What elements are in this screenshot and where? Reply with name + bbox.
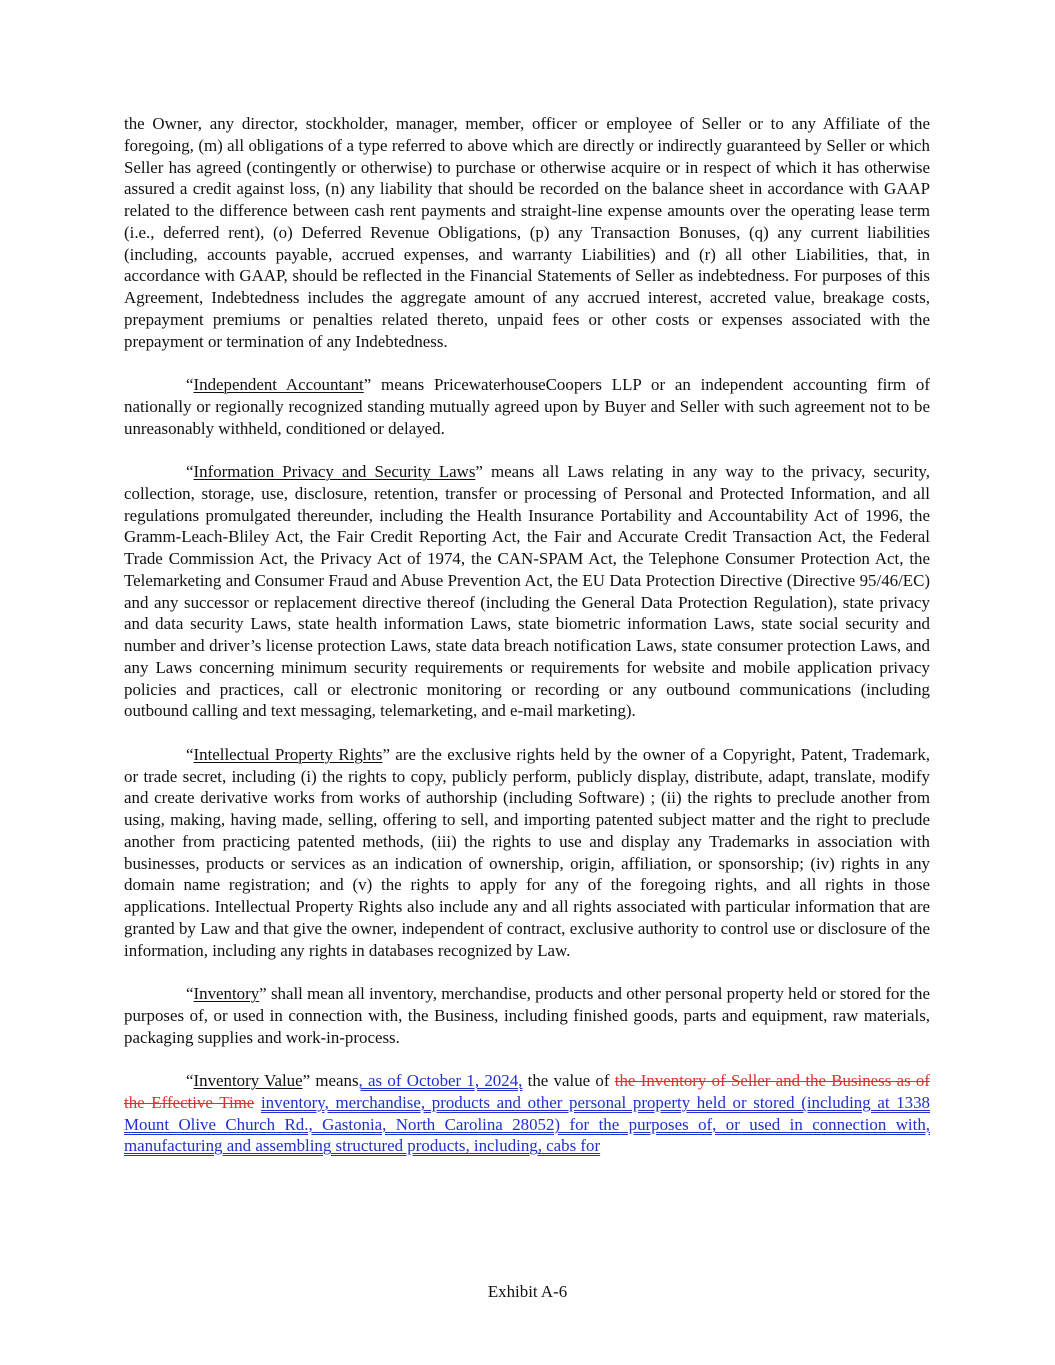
indebtedness-continuation-paragraph	[124, 113, 930, 352]
defined-term: Intellectual Property Rights	[193, 744, 383, 764]
document-page	[124, 113, 930, 1179]
open-quote: “	[186, 375, 194, 394]
definition-inventory	[124, 983, 930, 1048]
definition-text: ” are the exclusive rights held by the owner of a Copyright, Patent, Trademark, or trade secret, including (i) the rights to copy, publicly perform, publicly display, distribute, adapt, translate, modify and create derivative works from works of authorship (including Software) ; (ii) the rights to preclude another from using, making, having made, selling, offering to sell, and importing patented subject matter and the right to preclude another from practicing patented methods, (iii) the rights to use and display any Trademarks in association with businesses, products or services as an indication of ownership, origin, affiliation, or sponsorship; (iv) rights in any domain name registration; and (v) the rights to apply for any of the foregoing rights, and all rights in those applications. Intellectual Property Rights also include any and all rights associated with particular information that are granted by Law and that give the owner, independent of contract, exclusive authority to control use or disclosure of the information, including any rights in databases recognized by Law.	[124, 744, 930, 960]
open-quote: “	[186, 1071, 194, 1090]
defined-term: Information Privacy and Security Laws	[193, 462, 476, 481]
definition-information-privacy-security-laws	[124, 461, 930, 722]
page-footer	[0, 1281, 1055, 1302]
tracked-insertion: inventory, merchandise, products and other personal property held or stored (including at 1338 Mount Olive Church Rd., Gastonia, North Carolina 28052) for the purposes of, or used in connection with, manufacturing and assembling structured products, including, cabs for	[124, 1092, 930, 1156]
tracked-deletion: the Inventory of Seller and the Business as of the Effective Time	[124, 1071, 930, 1112]
definition-independent-accountant	[124, 374, 930, 439]
definition-text: ” shall mean all inventory, merchandise, products and other personal property held or stored for the purposes of, or used in connection with, the Business, including finished goods, parts and equipment, raw materials, packaging supplies and work-in-process.	[124, 984, 930, 1047]
definition-inventory-value	[124, 1070, 930, 1157]
tracked-insertion: , as of October 1, 2024,	[358, 1071, 523, 1090]
means-text: ” means	[302, 1071, 359, 1090]
definition-text: the value of	[522, 1071, 615, 1090]
open-quote: “	[186, 462, 194, 481]
defined-term: Independent Accountant	[193, 375, 364, 394]
definition-text: ” means PricewaterhouseCoopers LLP or an independent accounting firm of nationally or regionally recognized standing mutually agreed upon by Buyer and Seller with such agreement not to be unreasonably withheld, conditioned or delayed.	[124, 375, 930, 438]
defined-term: Inventory	[193, 984, 260, 1003]
defined-term: Inventory Value	[193, 1071, 303, 1090]
open-quote: “	[186, 744, 194, 764]
open-quote: “	[186, 984, 194, 1003]
definition-text: ” means all Laws relating in any way to the privacy, security, collection, storage, use, disclosure, retention, transfer or processing of Personal and Protected Information, and all regulations promulgated thereunder, including the Health Insurance Portability and Accountability Act of 1996, the Gramm-Leach-Bliley Act, the Fair Credit Reporting Act, the Fair and Accurate Credit Transaction Act, the Federal Trade Commission Act, the Privacy Act of 1974, the CAN-SPAM Act, the Telephone Consumer Protection Act, the Telemarketing and Consumer Fraud and Abuse Prevention Act, the EU Data Protection Directive (Directive 95/46/EC) and any successor or replacement directive thereof (including the General Data Protection Regulation), state privacy and data security Laws, state health information Laws, state biometric information Laws, state social security and number and driver’s license protection Laws, state data breach notification Laws, state consumer protection Laws, and any Laws concerning minimum security requirements or requirements for website and mobile application privacy policies and practices, call or electronic monitoring or recording or any outbound communications (including outbound calling and text messaging, telemarketing, and e-mail marketing).	[124, 462, 930, 721]
exhibit-label: Exhibit A-6	[487, 1282, 568, 1301]
definition-intellectual-property-rights	[124, 744, 930, 962]
paragraph-text: the Owner, any director, stockholder, manager, member, officer or employee of Seller or to any Affiliate of the foregoing, (m) all obligations of a type referred to above which are directly or indirectly guaranteed by Seller or which Seller has agreed (contingently or otherwise) to purchase or otherwise acquire or in respect of which it has otherwise assured a credit against loss, (n) any liability that should be recorded on the balance sheet in accordance with GAAP related to the difference between cash rent payments and straight-line expense amounts over the operating lease term (i.e., deferred rent), (o) Deferred Revenue Obligations, (p) any Transaction Bonuses, (q) any current liabilities (including, accounts payable, accrued expenses, and warranty Liabilities) and (r) all other Liabilities, that, in accordance with GAAP, should be reflected in the Financial Statements of Seller as indebtedness. For purposes of this Agreement, Indebtedness includes the aggregate amount of any accrued interest, accreted value, breakage costs, prepayment premiums or penalties related thereto, unpaid fees or other costs or expenses associated with the prepayment or termination of any Indebtedness.	[124, 114, 930, 351]
